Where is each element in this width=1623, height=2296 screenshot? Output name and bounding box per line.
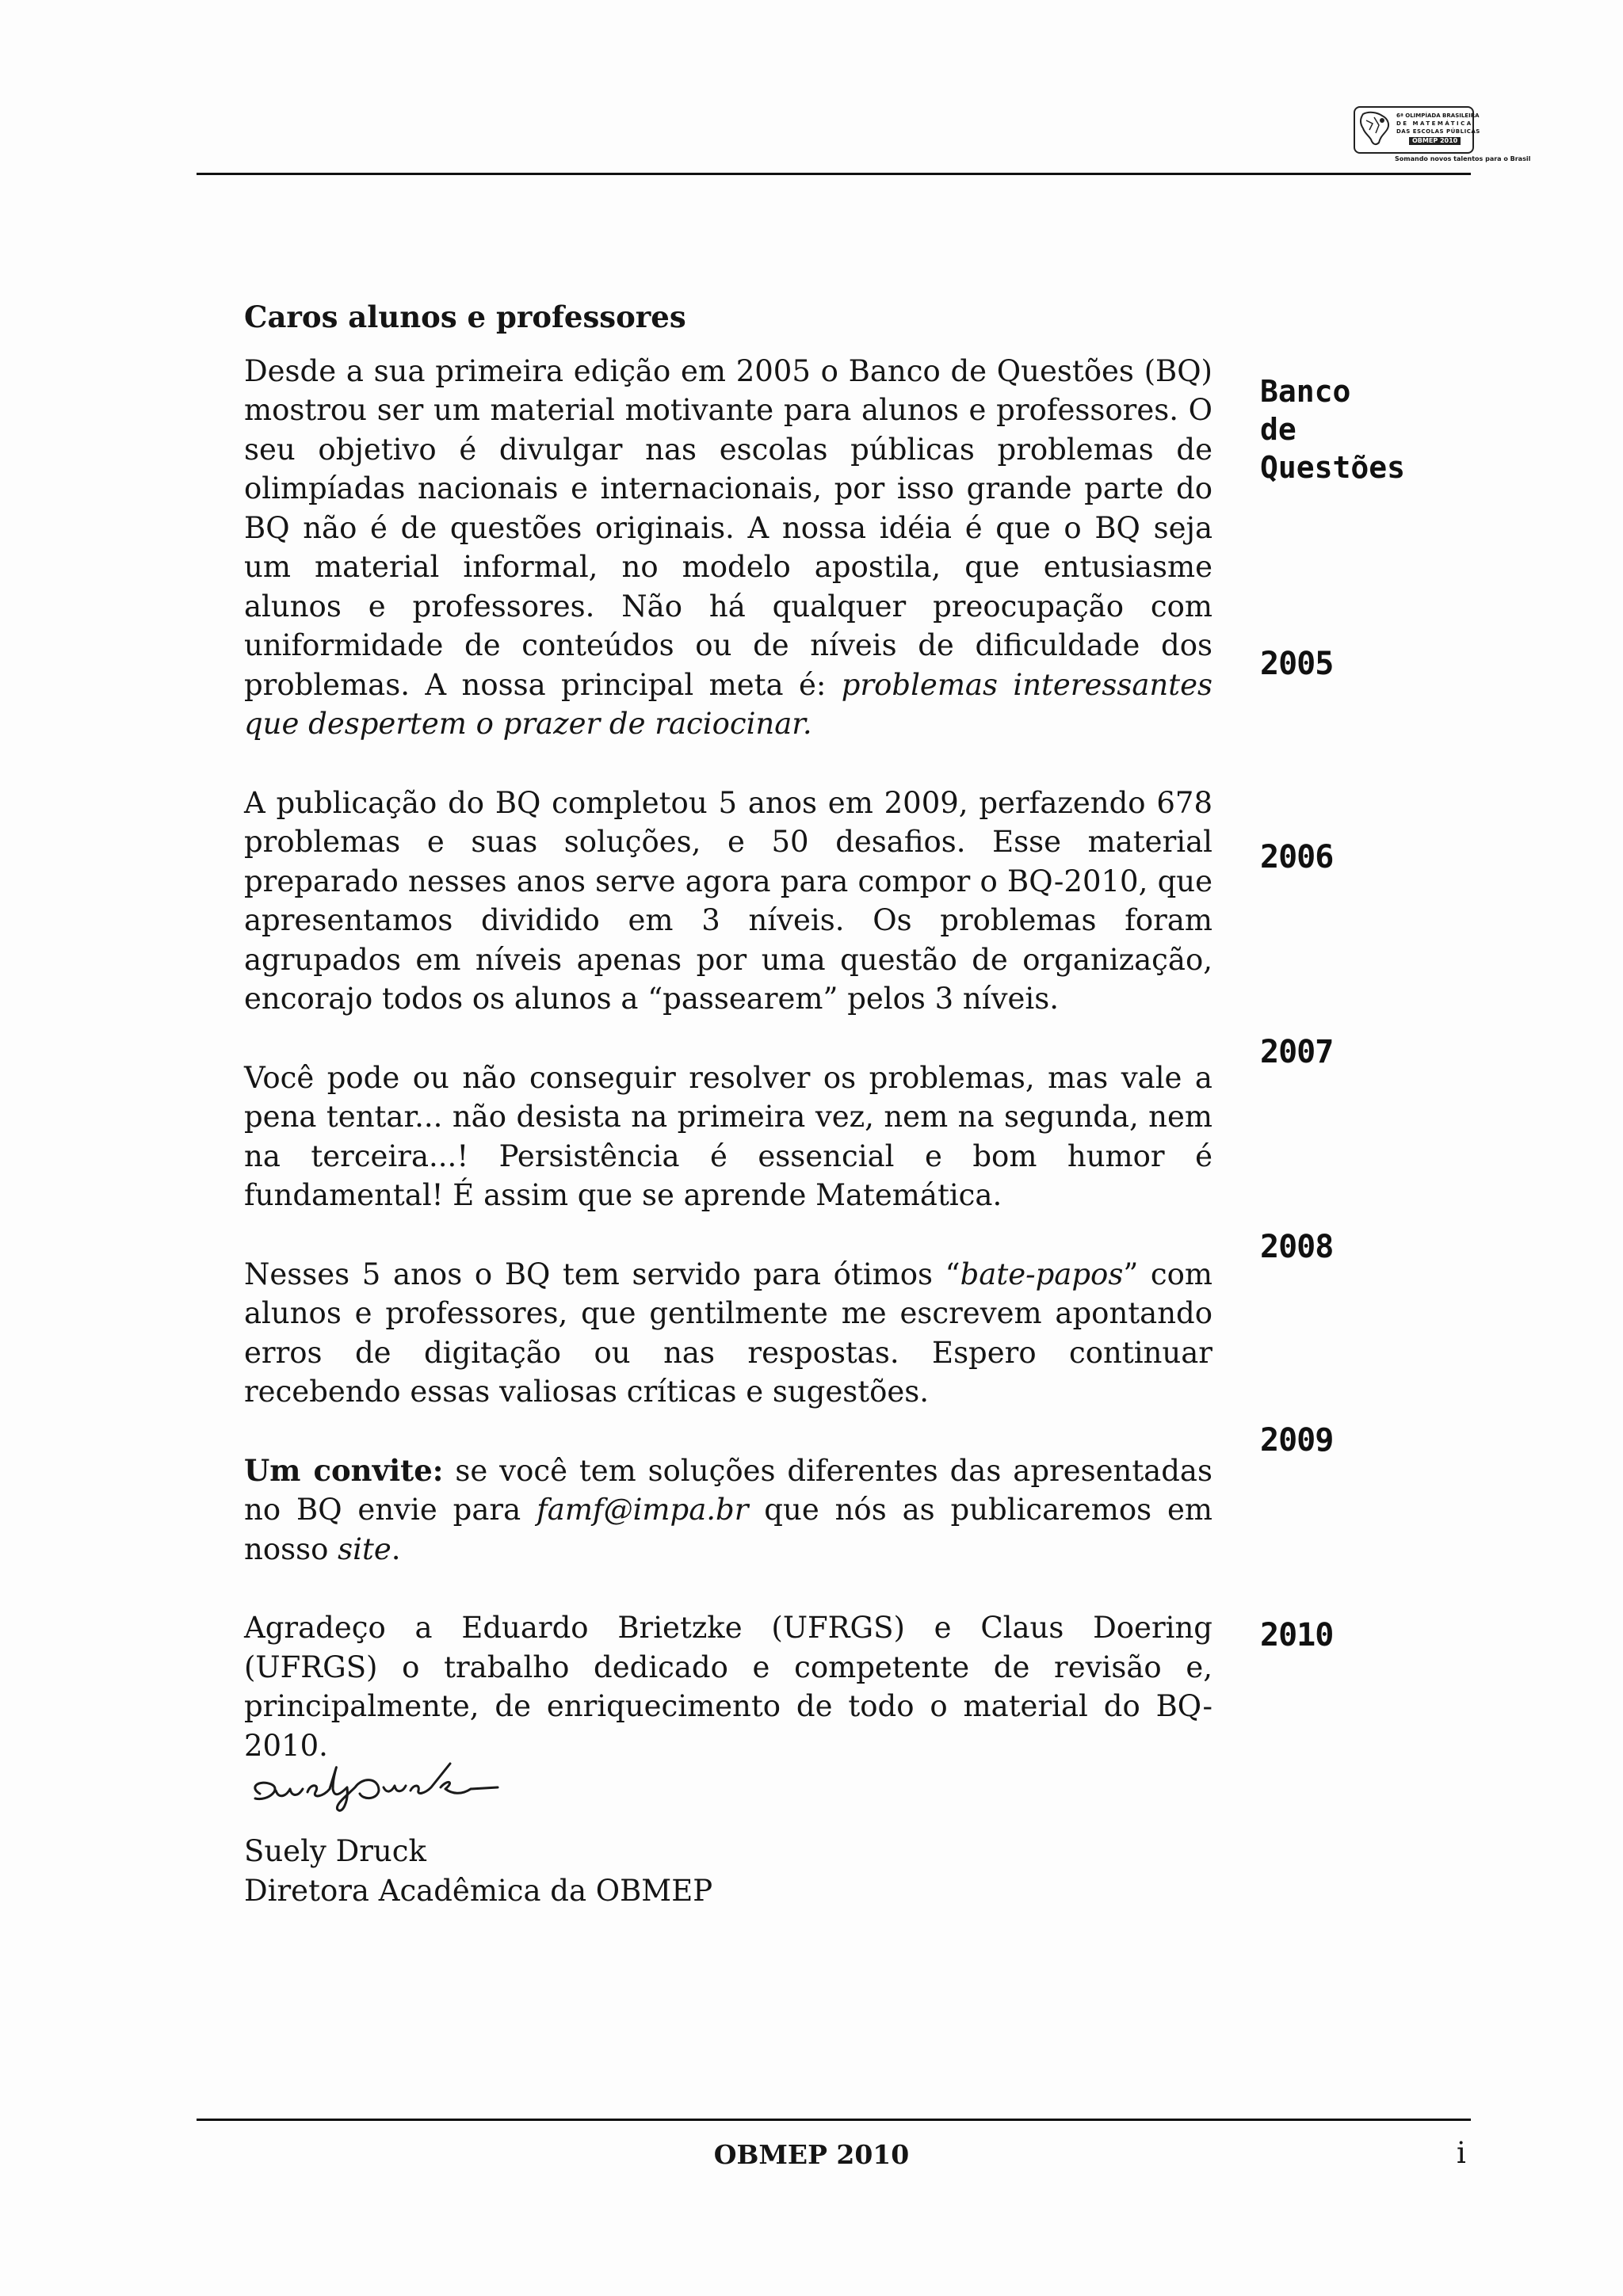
signature-name: Suely Druck	[244, 1834, 426, 1868]
signature-icon	[244, 1753, 514, 1819]
paragraph-intro-emphasis: problemas interessantes que despertem o prazer de raciocinar.	[244, 667, 1212, 741]
sidebar-title-line-1: Banco	[1260, 374, 1351, 409]
sidebar-year: 2008	[1260, 1229, 1334, 1265]
sidebar-year: 2009	[1260, 1422, 1334, 1459]
paragraph-feedback	[244, 1255, 1212, 1412]
paragraph-intro	[244, 352, 1212, 744]
invite-label: Um convite:	[244, 1452, 444, 1488]
invite-text-1: se você tem soluções diferentes das apresentadas no BQ envie para	[244, 1453, 1212, 1527]
paragraph-feedback-start: Nesses 5 anos o BQ tem servido para ótimos “	[244, 1257, 960, 1291]
header-rule	[197, 173, 1471, 175]
sidebar-title	[1260, 372, 1405, 486]
sidebar-year: 2005	[1260, 646, 1334, 682]
paragraph-persistence: Você pode ou não conseguir resolver os problemas, mas vale a pena tentar... não desista na primeira vez, nem na segunda, nem na terceira...! Persistência é essencial e bom humor é fundamental! É assim que se aprende Matemática.	[244, 1060, 1212, 1212]
paragraph-invite	[244, 1451, 1212, 1569]
sidebar-year: 2006	[1260, 839, 1334, 875]
letter-body	[244, 298, 1212, 1765]
footer-rule	[197, 2119, 1471, 2121]
logo-line-1: 6ª OLIMPÍADA BRASILEIRA	[1396, 113, 1480, 119]
paragraph-feedback-end: ” com alunos e professores, que gentilmente me escrevem apontando erros de digitação ou nas respostas. Espero continuar recebendo essas valiosas críticas e sugestões.	[244, 1257, 1213, 1409]
brazil-map-icon	[1358, 109, 1392, 149]
invite-text-2: que nós as publicaremos em nosso	[244, 1493, 1212, 1566]
logo-slogan: Somando novos talentos para o Brasil	[1395, 155, 1531, 162]
handwritten-signature	[244, 1753, 514, 1822]
invite-end: .	[391, 1531, 401, 1566]
obmep-logo	[1354, 106, 1480, 154]
logo-line-2: DE MATEMÁTICA	[1396, 120, 1473, 127]
page-number: i	[1457, 2136, 1466, 2170]
sidebar-year: 2010	[1260, 1617, 1334, 1653]
paragraph-thanks: Agradeço a Eduardo Brietzke (UFRGS) e Claus Doering (UFRGS) o trabalho dedicado e competente de revisão e, principalmente, de enriquecimento de todo o material do BQ-2010.	[244, 1611, 1212, 1763]
sidebar-title-line-3: Questões	[1260, 450, 1406, 485]
letter-greeting: Caros alunos e professores	[244, 299, 686, 334]
paragraph-intro-text: Desde a sua primeira edição em 2005 o Banco de Questões (BQ) mostrou ser um material motivante para alunos e professores. O seu objetivo é divulgar nas escolas públicas problemas de olimpíadas nacionais e internacionais, por isso grande parte do BQ não é de questões originais. A nossa idéia é que o BQ seja um material informal, no modelo apostila, que entusiasme alunos e professores. Não há qualquer preocupação com uniformidade de conteúdos ou de níveis de dificuldade dos problemas. A nossa principal meta é:	[244, 353, 1212, 702]
sidebar-title-line-2: de	[1260, 412, 1296, 447]
sidebar-year: 2007	[1260, 1034, 1334, 1070]
invite-site: site	[338, 1531, 391, 1566]
paragraph-feedback-emphasis: bate-papos	[960, 1257, 1124, 1291]
logo-line-4: OBMEP 2010	[1409, 137, 1461, 145]
paragraph-publication: A publicação do BQ completou 5 anos em 2009, perfazendo 678 problemas e suas soluções, e 50 desafios. Esse material preparado nesses anos serve agora para compor o BQ-2010, que apresentamos dividido em 3 níveis. Os problemas foram agrupados em níveis apenas por uma questão de organização, encorajo todos os alunos a “passearem” pelos 3 níveis.	[244, 785, 1212, 1016]
signature-title: Diretora Acadêmica da OBMEP	[244, 1874, 713, 1908]
invite-email: famf@impa.br	[537, 1493, 749, 1527]
logo-line-3: DAS ESCOLAS PÚBLICAS	[1396, 128, 1480, 135]
footer-title: OBMEP 2010	[713, 2139, 910, 2170]
